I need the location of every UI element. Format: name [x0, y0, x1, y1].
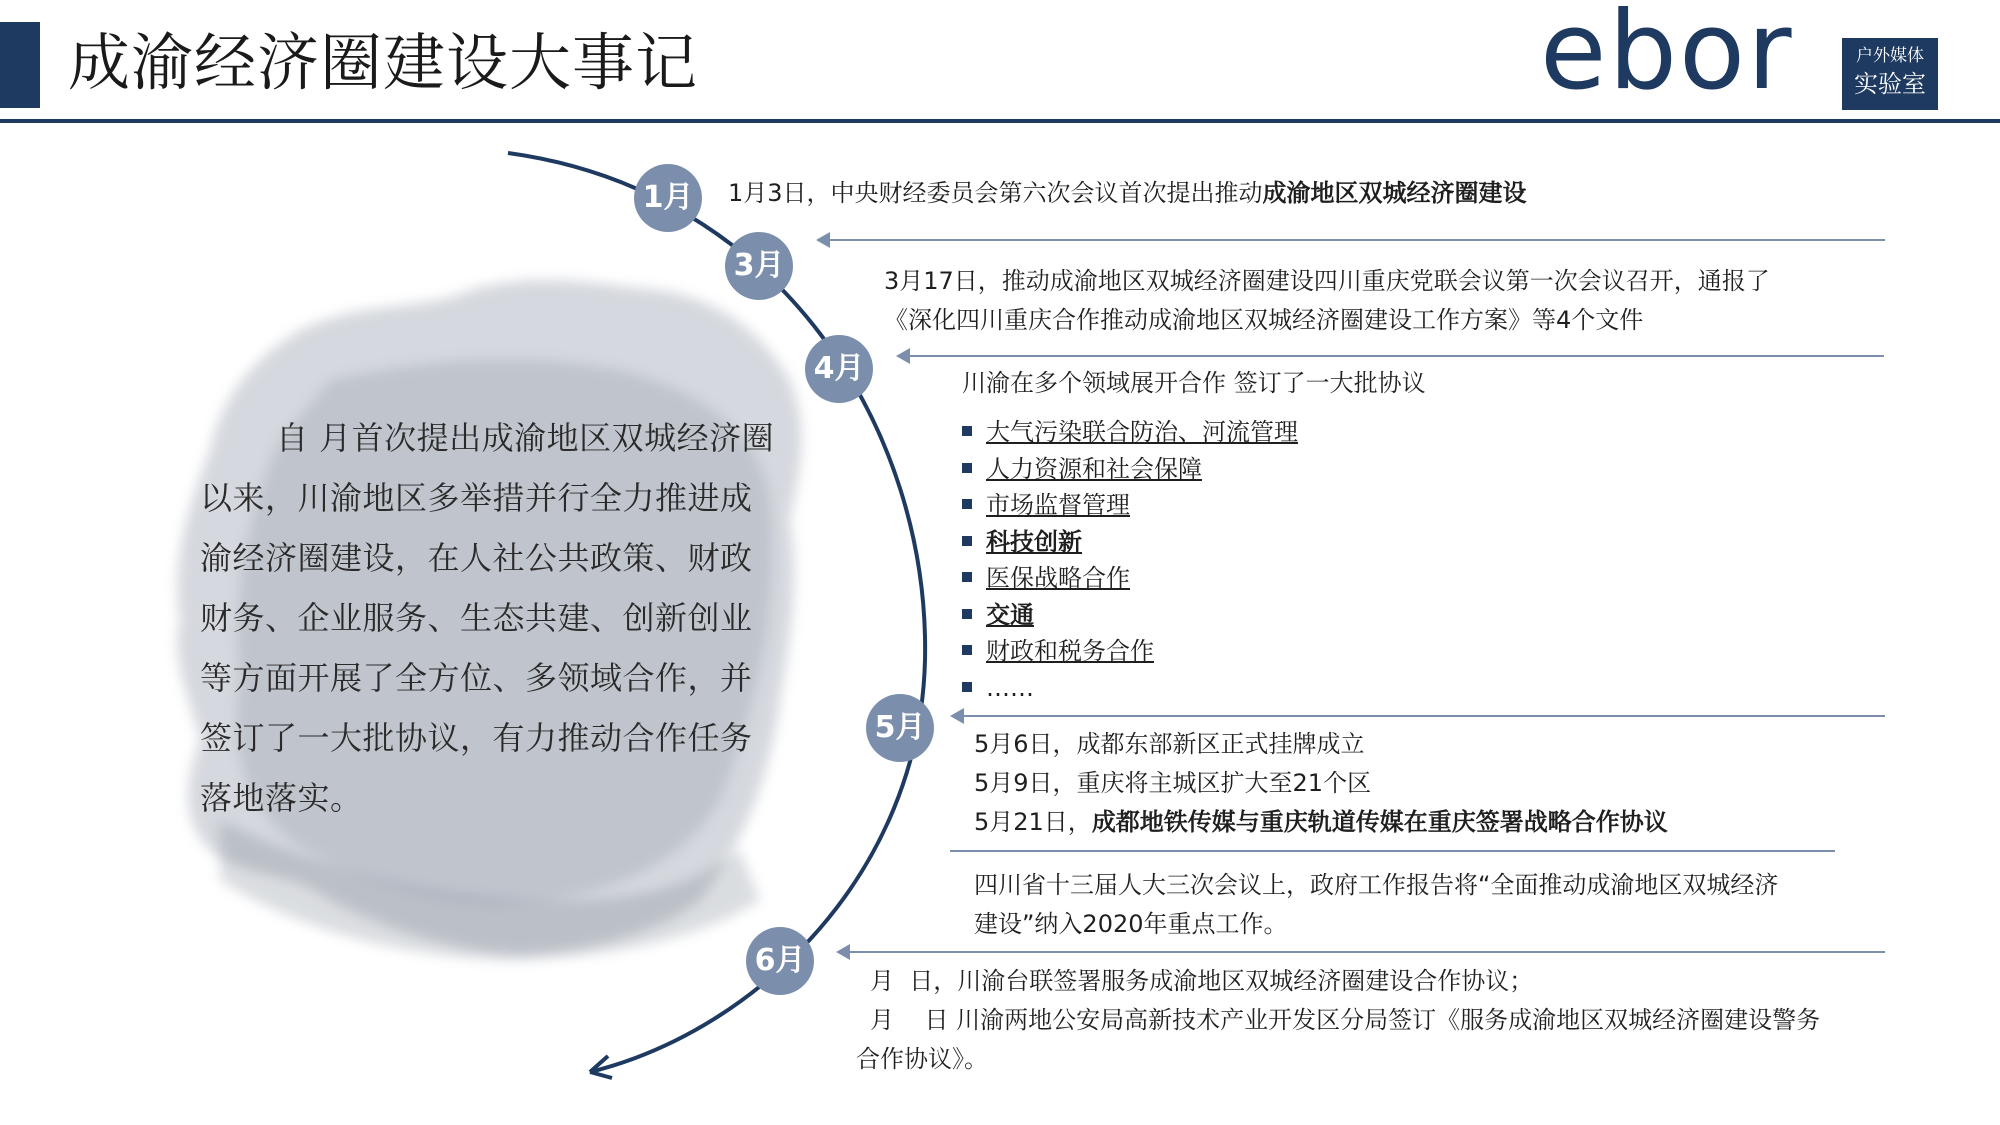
- apr-agreement-list: [962, 414, 1298, 706]
- arrow-apr-may: [952, 715, 1885, 717]
- event-jan: [728, 174, 1527, 212]
- list-item-label[interactable]: 财政和税务合作: [986, 637, 1154, 665]
- arrow-jan-mar: [818, 239, 1885, 241]
- list-item-label[interactable]: 大气污染联合防治、河流管理: [986, 418, 1298, 446]
- event-may-line3-text: 5月21日，: [974, 808, 1092, 836]
- bullet-square-icon: [962, 536, 972, 546]
- event-may-line1: 5月6日，成都东部新区正式挂牌成立: [974, 730, 1365, 758]
- bullet-square-icon: [962, 609, 972, 619]
- event-apr-intro: 川渝在多个领域展开合作 签订了一大批协议: [962, 369, 1426, 397]
- event-jun-line3: 合作协议》。: [856, 1045, 988, 1073]
- event-mar-line2: 《深化四川重庆合作推动成渝地区双城经济圈建设工作方案》等4个文件: [884, 306, 1644, 334]
- month-badge-mar: 3月: [725, 232, 793, 300]
- event-may-line4: 四川省十三届人大三次会议上，政府工作报告将“全面推动成渝地区双城经济: [974, 871, 1779, 899]
- bullet-square-icon: [962, 499, 972, 509]
- list-item: [962, 670, 1298, 707]
- event-may-line2: 5月9日，重庆将主城区扩大至21个区: [974, 769, 1372, 797]
- event-may-line5: 建设”纳入2020年重点工作。: [974, 910, 1288, 938]
- list-item: [962, 633, 1298, 670]
- month-badge-apr: 4月: [805, 335, 873, 403]
- list-item-label[interactable]: 医保战略合作: [986, 564, 1130, 592]
- list-item-label[interactable]: 人力资源和社会保障: [986, 454, 1202, 483]
- event-jan-text: 1月3日，中央财经委员会第六次会议首次提出推动: [728, 179, 1263, 207]
- event-may-line3: [974, 803, 1668, 841]
- bullet-square-icon: [962, 426, 972, 436]
- month-badge-jun: 6月: [746, 927, 814, 995]
- event-may-line3-bold: 成都地铁传媒与重庆轨道传媒在重庆签署战略合作协议: [1091, 808, 1668, 836]
- month-badge-jan: 1月: [634, 164, 702, 232]
- list-item: [962, 414, 1298, 451]
- list-item: [962, 597, 1298, 634]
- bullet-square-icon: [962, 572, 972, 582]
- arrow-may-jun: [838, 951, 1885, 953]
- bullet-square-icon: [962, 682, 972, 692]
- bullet-square-icon: [962, 645, 972, 655]
- logo-wordmark: ebor: [1540, 0, 1794, 114]
- list-item: [962, 451, 1298, 488]
- divider-may: [950, 850, 1835, 852]
- list-item: [962, 524, 1298, 561]
- list-item-label: ……: [986, 673, 1034, 702]
- event-jun-line2: 月 日 川渝两地公安局高新技术产业开发区分局签订《服务成渝地区双城经济圈建设警务: [870, 1006, 1821, 1034]
- arrow-mar-apr: [898, 355, 1884, 357]
- list-item: [962, 560, 1298, 597]
- month-badge-may: 5月: [866, 694, 934, 762]
- list-item-label[interactable]: 科技创新: [986, 527, 1082, 556]
- intro-paragraph: 自 月首次提出成渝地区双城经济圈以来，川渝地区多举措并行全力推进成渝经济圈建设，在人社公共政策、财政财务、企业服务、生态共建、创新创业等方面开展了全方位、多领域合作，并签订了一大批协议，有力推动合作任务落地落实。: [200, 419, 775, 817]
- bullet-square-icon: [962, 463, 972, 473]
- list-item-label[interactable]: 交通: [986, 600, 1034, 629]
- list-item: [962, 487, 1298, 524]
- event-jan-bold: 成渝地区双城经济圈建设: [1262, 179, 1527, 207]
- event-jun-line1: 月 日，川渝台联签署服务成渝地区双城经济圈建设合作协议；: [870, 967, 1534, 995]
- event-mar-line1: 3月17日，推动成渝地区双城经济圈建设四川重庆党联会议第一次会议召开，通报了: [884, 267, 1770, 295]
- logo-subtitle-top: 户外媒体: [1856, 46, 1924, 66]
- list-item-label[interactable]: 市场监督管理: [986, 491, 1130, 519]
- page-title: 成渝经济圈建设大事记: [68, 26, 699, 99]
- logo-subtitle-bottom: 实验室: [1854, 70, 1926, 98]
